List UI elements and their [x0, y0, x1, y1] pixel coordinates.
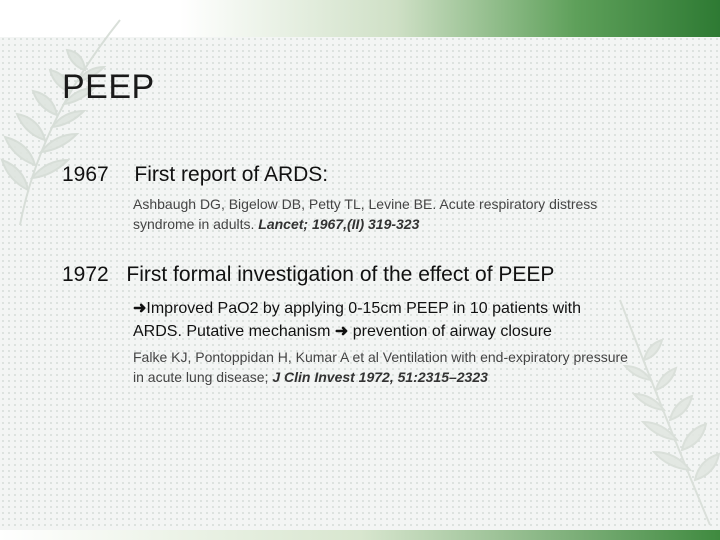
entry-1967-heading: [62, 163, 328, 187]
arrow-right-icon: ➜: [133, 300, 147, 317]
reference-source: Lancet; 1967,(II) 319-323: [258, 216, 420, 232]
entry-1972-reference: [133, 347, 633, 387]
reference-source: J Clin Invest 1972, 51:2315–2323: [272, 369, 488, 385]
slide-title: PEEP: [62, 68, 155, 106]
finding-line-2b: prevention of airway closure: [352, 323, 552, 340]
entry-1972-heading: [62, 263, 554, 287]
entry-heading-text: First formal investigation of the effect of PEEP: [126, 263, 555, 286]
finding-line-1: Improved PaO2 by applying 0-15cm PEEP in 10 patients with: [146, 300, 582, 317]
entry-1972-finding: [133, 297, 693, 343]
reference-authors: Ashbaugh DG, Bigelow DB, Petty TL, Levine BE. Acute respiratory distress syndrome in adults.: [133, 196, 598, 232]
arrow-right-icon: ➜: [334, 323, 349, 340]
bottom-gradient-bar: [0, 530, 720, 540]
entry-1967-reference: [133, 194, 613, 234]
entry-year: 1972: [62, 263, 109, 286]
entry-year: 1967: [62, 163, 109, 186]
entry-heading-text: First report of ARDS:: [134, 163, 329, 186]
reference-authors: Falke KJ, Pontoppidan H, Kumar A et al Ventilation with end-expiratory pressure in acute lung disease;: [133, 349, 628, 385]
finding-line-2a: ARDS. Putative mechanism: [133, 323, 331, 340]
